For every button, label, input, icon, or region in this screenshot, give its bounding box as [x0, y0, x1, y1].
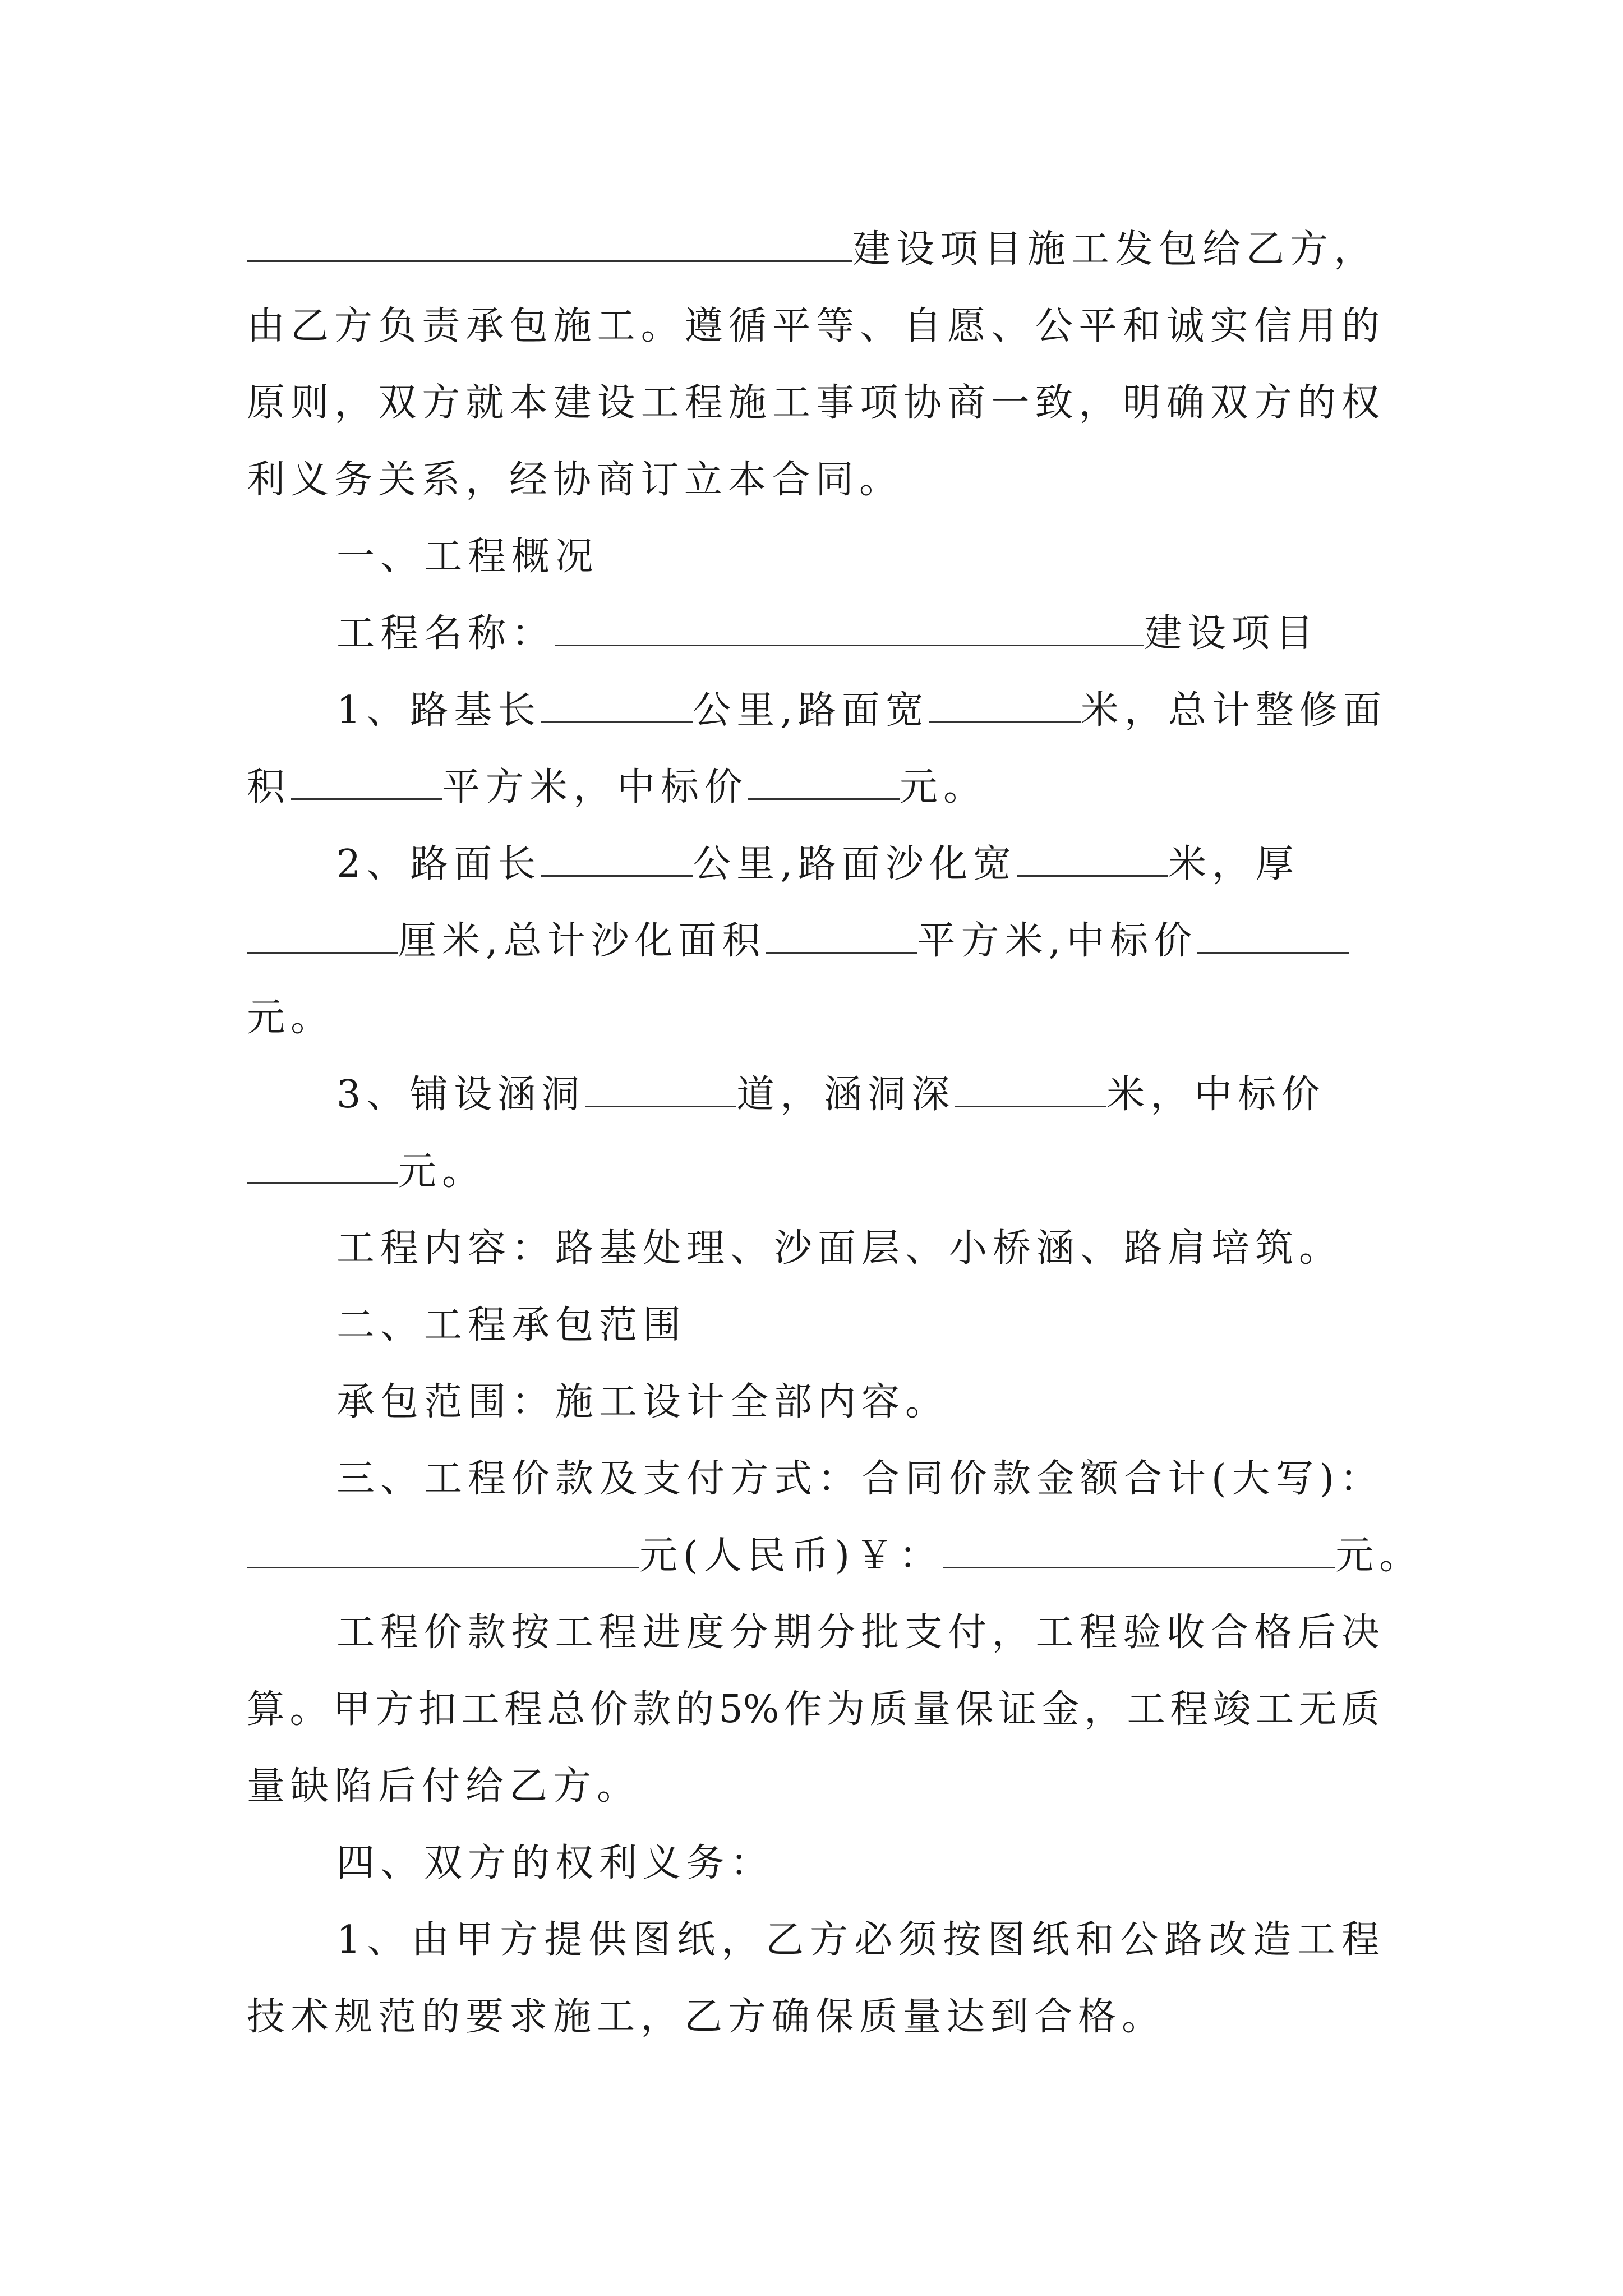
fill-blank[interactable]: [585, 1072, 736, 1107]
fill-blank[interactable]: [247, 918, 398, 954]
project-name-line: 工程名称： 建设项目: [336, 611, 1320, 656]
item-line: 3、铺设涵洞 道，涵洞深 米，中标价: [336, 1073, 1326, 1117]
project-name-blank[interactable]: [555, 611, 1144, 646]
item-line: 2、路面长 公里,路面沙化宽 米，厚: [336, 842, 1299, 886]
fill-blank[interactable]: [955, 1072, 1106, 1107]
paragraph-line: 由乙方负责承包施工。遵循平等、自愿、公平和诚实信用的: [247, 304, 1380, 348]
item-line: 元。: [247, 996, 335, 1040]
amount-words-blank[interactable]: [247, 1533, 639, 1568]
section-heading: 二、工程承包范围: [336, 1303, 687, 1347]
section-heading: 三、工程价款及支付方式：合同价款金额合计(大写)：: [336, 1457, 1384, 1501]
fill-blank[interactable]: [1197, 918, 1349, 954]
fill-blank[interactable]: [1017, 841, 1168, 877]
paragraph-line: 工程价款按工程进度分期分批支付，工程验收合格后决: [336, 1611, 1380, 1655]
fill-blank[interactable]: [291, 765, 442, 800]
paragraph-line: 量缺陷后付给乙方。: [247, 1764, 641, 1809]
fill-blank[interactable]: [929, 688, 1081, 723]
section-heading: 四、双方的权利义务：: [336, 1841, 774, 1885]
fill-blank[interactable]: [748, 765, 900, 800]
paragraph-line: 承包范围：施工设计全部内容。: [336, 1380, 949, 1424]
item-line: 积 平方米，中标价 元。: [247, 765, 988, 809]
item-line: 元。: [247, 1147, 486, 1197]
paragraph-line: 利义务关系，经协商订立本合同。: [247, 458, 903, 502]
paragraph-line: 原则，双方就本建设工程施工事项协商一致，明确双方的权: [247, 381, 1380, 425]
paragraph-line: 1、由甲方提供图纸，乙方必须按图纸和公路改造工程: [336, 1918, 1380, 1962]
fill-blank[interactable]: [766, 918, 917, 954]
amount-figure-blank[interactable]: [943, 1533, 1335, 1568]
fill-blank[interactable]: [247, 1149, 398, 1184]
amount-line: 元(人民币)￥： 元。: [247, 1531, 1423, 1581]
fill-blank[interactable]: [541, 841, 693, 877]
paragraph-line: 建设项目施工发包给乙方，: [247, 224, 1377, 275]
section-heading: 一、工程概况: [336, 535, 600, 579]
item-line: 1、路基长 公里,路面宽 米，总计整修面: [336, 688, 1387, 733]
item-line: 厘米,总计沙化面积 平方米,中标价: [247, 916, 1349, 967]
fill-blank[interactable]: [541, 688, 693, 723]
paragraph-line: 算。甲方扣工程总价款的5%作为质量保证金，工程竣工无质: [247, 1687, 1380, 1732]
paragraph-line: 工程内容：路基处理、沙面层、小桥涵、路肩培筑。: [336, 1226, 1343, 1271]
paragraph-line: 技术规范的要求施工，乙方确保质量达到合格。: [247, 1995, 1166, 2039]
fill-blank[interactable]: [247, 227, 852, 262]
